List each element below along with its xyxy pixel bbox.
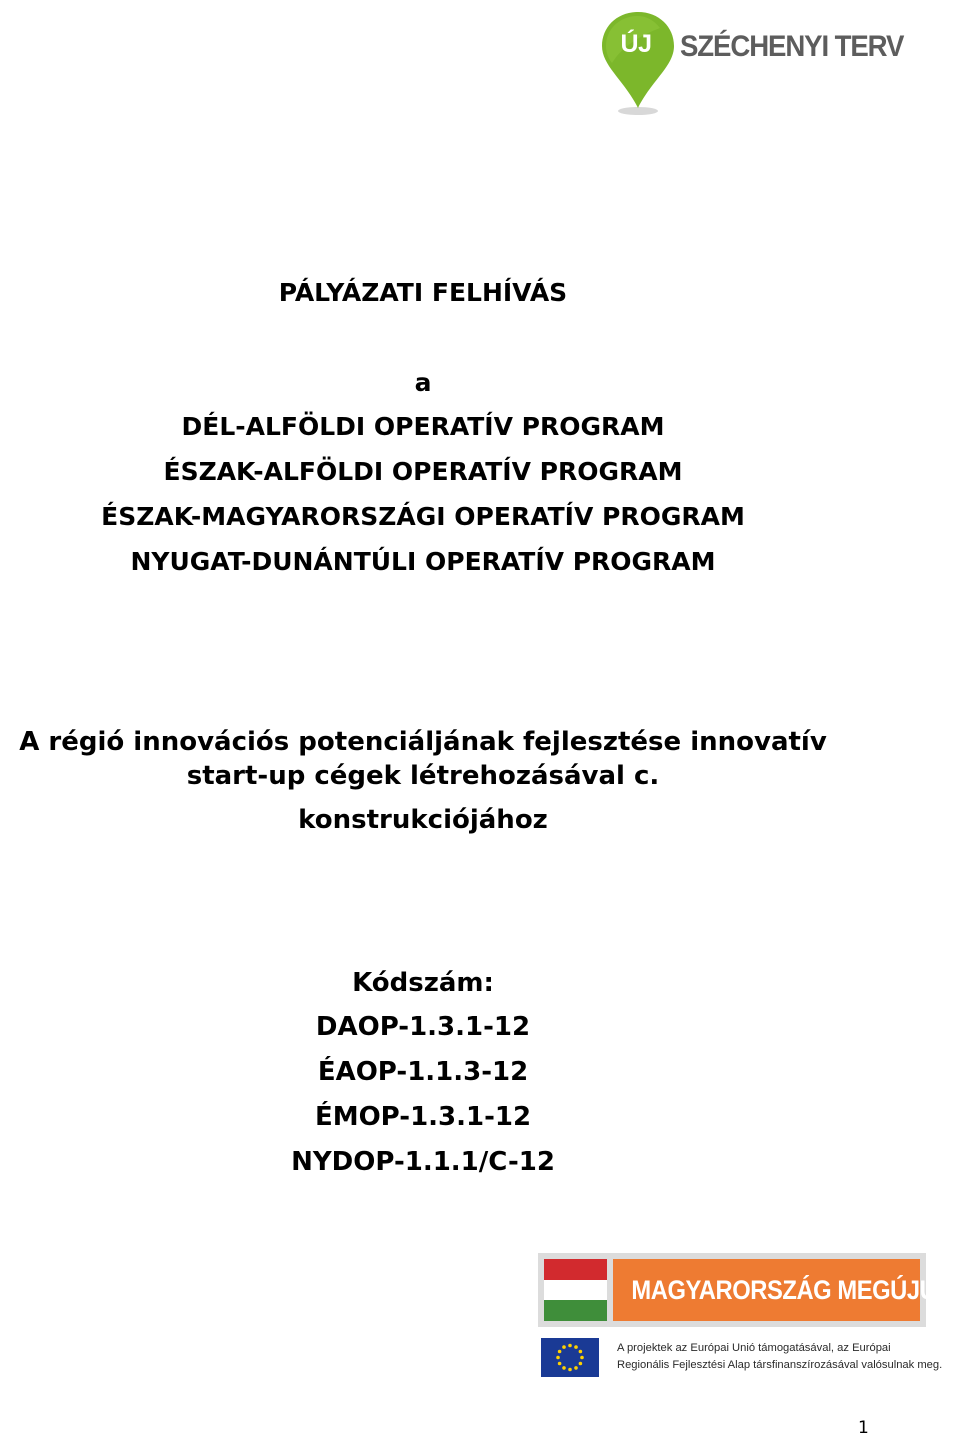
map-pin-icon	[598, 8, 678, 120]
eu-flag-icon	[541, 1338, 599, 1377]
subject-line: konstrukciójához	[298, 805, 548, 835]
eu-notice-line: A projektek az Európai Unió támogatásával, az Európai	[617, 1342, 891, 1354]
eu-notice-line: Regionális Fejlesztési Alap társfinanszírozásával valósulnak meg.	[617, 1359, 943, 1371]
program-line: ÉSZAK-MAGYARORSZÁGI OPERATÍV PROGRAM	[101, 502, 745, 531]
hungarian-flag-icon	[544, 1259, 607, 1321]
code-item: ÉMOP-1.3.1-12	[314, 1102, 532, 1132]
logo-brand-text: SZÉCHENYI TERV	[680, 30, 904, 63]
magyarorszag-megujul-banner	[538, 1253, 951, 1327]
program-line: NYUGAT-DUNÁNTÚLI OPERATÍV PROGRAM	[130, 547, 716, 576]
page-number: 1	[858, 1418, 869, 1438]
eu-funding-notice	[617, 1340, 943, 1374]
logo-pin-text: ÚJ	[620, 30, 652, 58]
banner-text-box	[613, 1259, 951, 1321]
subject-line: start-up cégek létrehozásával c.	[186, 761, 660, 791]
code-item: ÉAOP-1.1.3-12	[317, 1057, 529, 1087]
code-label: Kódszám:	[352, 968, 494, 998]
uj-szechenyi-terv-logo	[598, 8, 938, 120]
banner-text: MAGYARORSZÁG MEGÚJUL	[631, 1275, 951, 1305]
program-line: ÉSZAK-ALFÖLDI OPERATÍV PROGRAM	[163, 457, 683, 486]
code-item: DAOP-1.3.1-12	[315, 1012, 531, 1042]
subject-line: A régió innovációs potenciáljának fejlesztése innovatív	[19, 727, 827, 757]
code-item: NYDOP-1.1.1/C-12	[291, 1147, 555, 1177]
program-line: DÉL-ALFÖLDI OPERATÍV PROGRAM	[181, 412, 665, 441]
document-article: a	[414, 368, 432, 397]
document-title: PÁLYÁZATI FELHÍVÁS	[278, 278, 568, 307]
